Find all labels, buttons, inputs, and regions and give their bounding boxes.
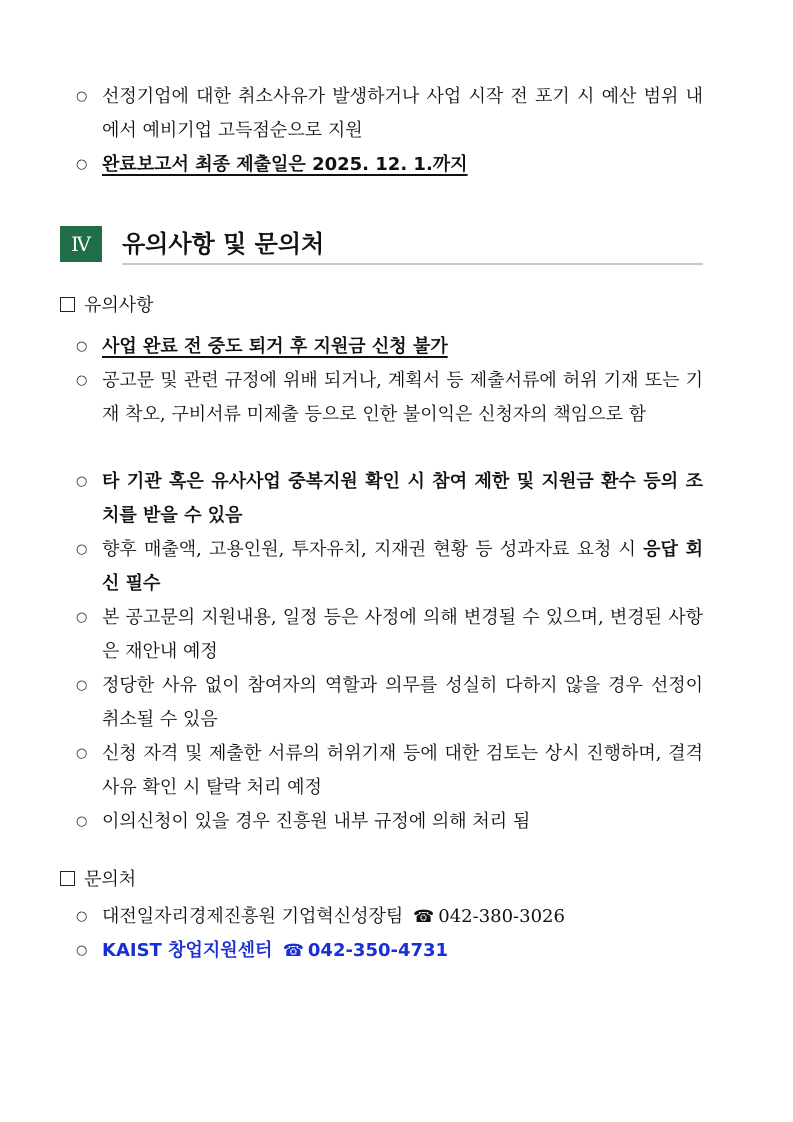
list-item (76, 669, 703, 737)
bullet-marker: ○ (76, 373, 88, 388)
list-item (76, 805, 703, 839)
contact-org: 대전일자리경제진흥원 기업혁신성장팀 (102, 906, 404, 927)
phone-icon: ☎ (413, 907, 435, 927)
list-item (76, 80, 703, 148)
list-item (76, 330, 703, 364)
list-item-text: 신청 자격 및 제출한 서류의 허위기재 등에 대한 검토는 상시 진행하며, 결격사유 확인 시 탈락 처리 예정 (102, 743, 703, 798)
list-item-text: 본 공고문의 지원내용, 일정 등은 사정에 의해 변경될 수 있으며, 변경된 사항은 재안내 예정 (102, 607, 703, 662)
contact-text (102, 900, 703, 934)
subsection-heading (60, 291, 154, 321)
checkbox-square-icon (60, 871, 75, 886)
contact-phone: 042-350-4731 (307, 940, 449, 961)
bullet-marker: ○ (76, 678, 88, 693)
section-header (60, 226, 703, 264)
bullet-marker: ○ (76, 746, 88, 761)
bullet-marker: ○ (76, 943, 88, 958)
list-item (76, 465, 703, 533)
subsection-heading-text: 유의사항 (84, 295, 154, 316)
list-item (76, 737, 703, 805)
list-item-text (102, 533, 703, 601)
section-number-badge: Ⅳ (60, 226, 102, 262)
list-item (76, 148, 703, 182)
list-item (76, 601, 703, 669)
list-item-text: 사업 완료 전 중도 퇴거 후 지원금 신청 불가 (102, 336, 448, 357)
list-item-text: 정당한 사유 없이 참여자의 역할과 의무를 성실히 다하지 않을 경우 선정이 취소될 수 있음 (102, 675, 703, 730)
list-item-text-emphasis: 응답 회신 필수 (102, 539, 704, 594)
contact-text (102, 934, 703, 968)
subsection-heading (60, 865, 136, 895)
phone-icon: ☎ (282, 941, 304, 961)
list-item-text: 공고문 및 관련 규정에 위배 되거나, 계획서 등 제출서류에 허위 기재 또는 기재 착오, 구비서류 미제출 등으로 인한 불이익은 신청자의 책임으로 함 (102, 370, 703, 425)
bullet-marker: ○ (76, 89, 88, 104)
section-title: 유의사항 및 문의처 (122, 230, 325, 258)
checkbox-square-icon (60, 297, 75, 312)
list-item-text: 선정기업에 대한 취소사유가 발생하거나 사업 시작 전 포기 시 예산 범위 내에서 예비기업 고득점순으로 지원 (102, 86, 703, 141)
bullet-marker: ○ (76, 909, 88, 924)
bullet-marker: ○ (76, 542, 88, 557)
bullet-marker: ○ (76, 814, 88, 829)
bullet-marker: ○ (76, 610, 88, 625)
list-item-text-regular: 향후 매출액, 고용인원, 투자유치, 지재권 현황 등 성과자료 요청 시 (102, 539, 644, 560)
contact-item (76, 900, 703, 934)
contact-phone: 042-380-3026 (438, 906, 565, 927)
bullet-marker: ○ (76, 157, 88, 172)
subsection-heading-text: 문의처 (84, 869, 137, 890)
list-item-text: 이의신청이 있을 경우 진흥원 내부 규정에 의해 처리 됨 (102, 811, 531, 832)
contact-org: KAIST 창업지원센터 (102, 940, 273, 961)
bullet-marker: ○ (76, 339, 88, 354)
bullet-marker: ○ (76, 474, 88, 489)
list-item (76, 533, 703, 601)
contact-item (76, 934, 703, 968)
list-item-text: 완료보고서 최종 제출일은 2025. 12. 1.까지 (102, 154, 468, 175)
list-item (76, 364, 703, 432)
list-item-text: 타 기관 혹은 유사사업 중복지원 확인 시 참여 제한 및 지원금 환수 등의 조치를 받을 수 있음 (102, 471, 703, 526)
section-divider (122, 263, 703, 265)
